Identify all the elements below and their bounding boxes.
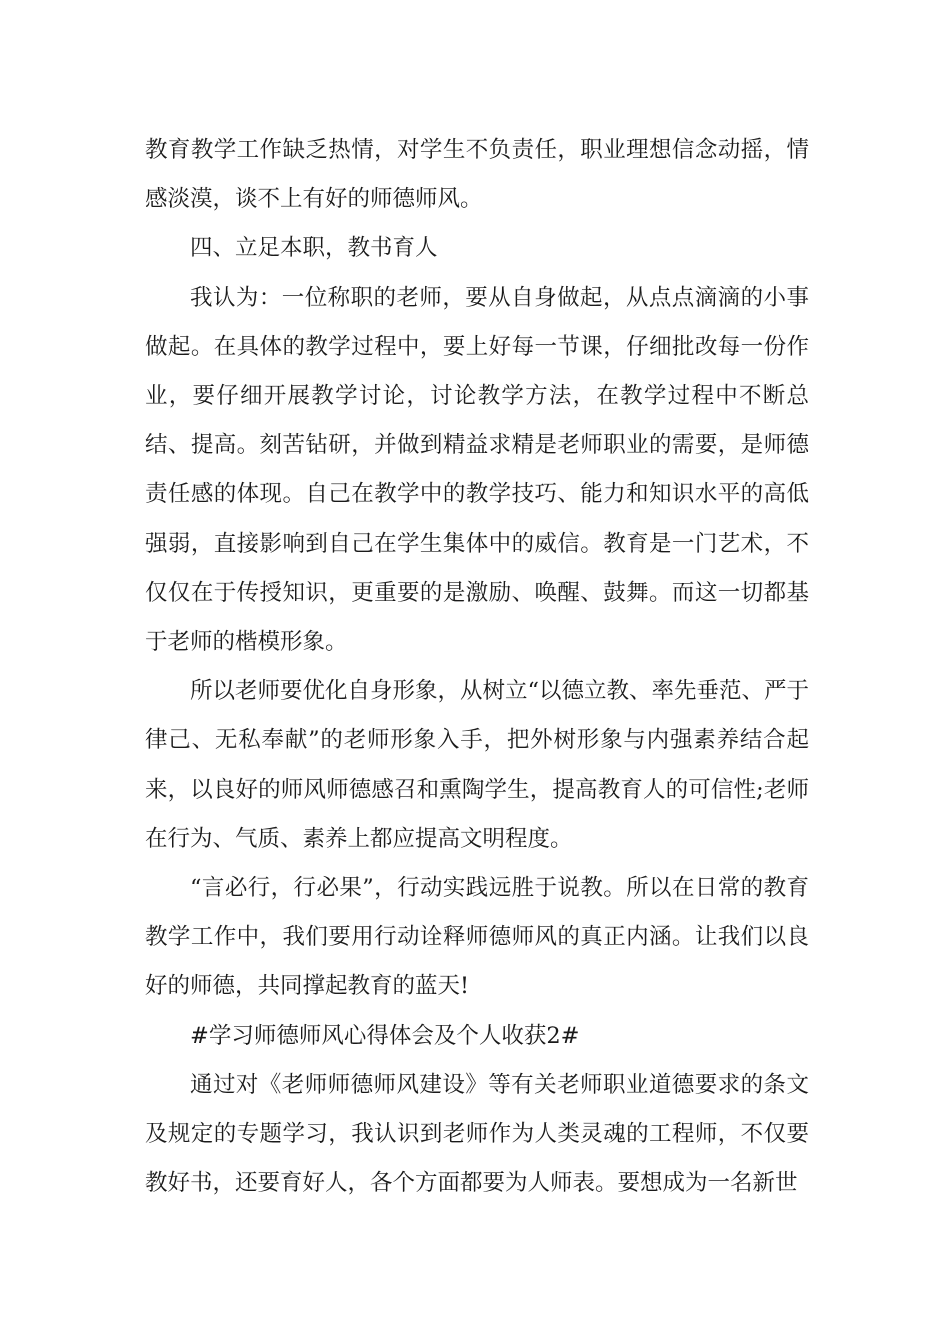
- paragraph-action: “言必行，行必果”，行动实践远胜于说教。所以在日常的教育教学工作中，我们要用行动诠释师德师风的真正内涵。让我们以良好的师德，共同撑起教育的蓝天!: [145, 875, 809, 1000]
- paragraph-continuation: 教育教学工作缺乏热情，对学生不负责任，职业理想信念动摇，情感淡漠，谈不上有好的师德师风。: [145, 137, 809, 213]
- section-heading-part-two: #学习师德师风心得体会及个人收获2#: [190, 1022, 580, 1049]
- paragraph-study: 通过对《老师师德师风建设》等有关老师职业道德要求的条文及规定的专题学习，我认识到老师作为人类灵魂的工程师，不仅要教好书，还要育好人，各个方面都要为人师表。要想成为一名新世: [145, 1071, 809, 1197]
- paragraph-self-image: 所以老师要优化自身形象，从树立“以德立教、率先垂范、严于律己、无私奉献”的老师形象入手，把外树形象与内强素养结合起来，以良好的师风师德感召和熏陶学生，提高教育人的可信性;老师在行为、气质、素养上都应提高文明程度。: [145, 678, 810, 852]
- section-heading-four: 四、立足本职，教书育人: [190, 235, 438, 262]
- document-body: [145, 126, 809, 1208]
- paragraph-teaching: 我认为：一位称职的老师，要从自身做起，从点点滴滴的小事做起。在具体的教学过程中，要上好每一节课，仔细批改每一份作业，要仔细开展教学讨论，讨论教学方法，在教学过程中不断总结、提高。刻苦钻研，并做到精益求精是老师职业的需要，是师德责任感的体现。自己在教学中的教学技巧、能力和知识水平的高低强弱，直接影响到自己在学生集体中的威信。教育是一门艺术，不仅仅在于传授知识，更重要的是激励、唤醒、鼓舞。而这一切都基于老师的楷模形象。: [145, 284, 809, 656]
